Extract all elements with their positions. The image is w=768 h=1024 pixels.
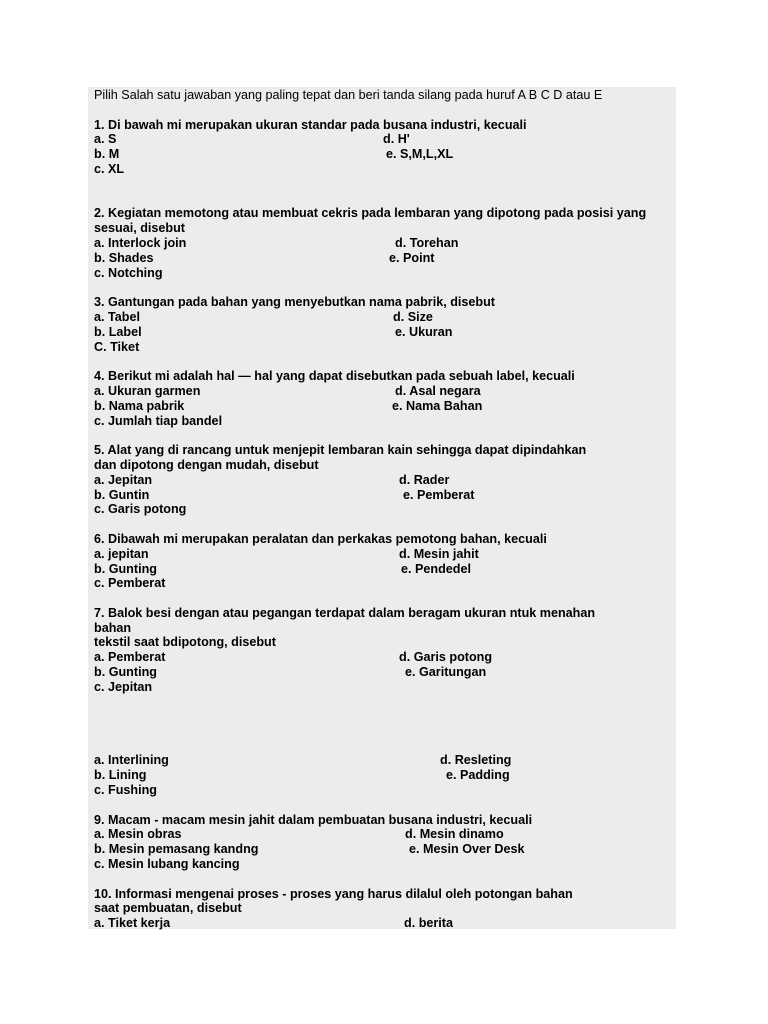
question-stem: 10. Informasi mengenai proses - proses yang harus dilalul oleh potongan bahan saat pembuatan, disebut — [94, 886, 573, 916]
option-e: e. Pendedel — [401, 561, 471, 576]
option-b: b. M — [94, 147, 120, 162]
option-d: d. Garis potong — [399, 650, 493, 665]
option-b: b. Gunting — [94, 665, 157, 680]
option-a: a. Interlining — [94, 753, 169, 768]
option-a: a. S — [94, 132, 117, 147]
option-d: d. Mesin jahit — [399, 546, 479, 561]
question-stem: 2. Kegiatan memotong atau membuat cekris pada lembaran yang dipotong pada posisi yang sesuai, disebut — [94, 206, 647, 236]
option-c: c. Pemberat — [94, 576, 166, 591]
option-b: b. Label — [94, 324, 142, 339]
option-b: b. Shades — [94, 250, 154, 265]
option-e: e. Point — [389, 250, 435, 265]
option-e: e. Pemberat — [403, 487, 475, 502]
option-c: c. Fushing — [94, 783, 157, 798]
option-c: c. XL — [94, 161, 125, 176]
option-d: d. Mesin dinamo — [405, 827, 504, 842]
option-e: e. Nama Bahan — [392, 398, 483, 413]
option-b: b. Guntin — [94, 487, 150, 502]
option-a: a. Tiket kerja — [94, 916, 171, 931]
question-stem: 5. Alat yang di rancang untuk menjepit lembaran kain sehingga dapat dipindahkan dan dipotong dengan mudah, disebut — [94, 443, 587, 472]
option-b: b. Gunting — [94, 561, 157, 576]
option-c: c. Garis potong — [94, 502, 187, 517]
question-7 — [94, 606, 674, 695]
document-content — [94, 88, 674, 946]
question-1 — [94, 118, 674, 177]
option-b: b. Lining — [94, 768, 147, 783]
question-stem: 1. Di bawah mi merupakan ukuran standar pada busana industri, kecuali — [94, 117, 527, 132]
option-a: a. Ukuran garmen — [94, 383, 201, 398]
option-d: d. H' — [383, 132, 410, 147]
option-c: c. Jumlah tiap bandel — [94, 413, 223, 428]
question-stem: 3. Gantungan pada bahan yang menyebutkan nama pabrik, disebut — [94, 295, 495, 310]
option-e: e. S,M,L,XL — [386, 147, 454, 162]
option-a: a. Mesin obras — [94, 827, 182, 842]
question-stem: 4. Berikut mi adalah hal — hal yang dapat disebutkan pada sebuah label, kecuali — [94, 369, 575, 384]
option-b: b. Nama pabrik — [94, 398, 185, 413]
question-8 — [94, 753, 674, 797]
option-e: e. Garitungan — [405, 665, 487, 680]
question-4 — [94, 369, 674, 428]
option-c: C. Tiket — [94, 339, 140, 354]
option-c: c. Notching — [94, 265, 163, 280]
option-c: c. Mesin lubang kancing — [94, 857, 240, 872]
option-e: e. Padding — [446, 768, 510, 783]
option-d: d. Asal negara — [395, 383, 481, 398]
option-e: e. Ukuran — [395, 324, 453, 339]
question-stem: 7. Balok besi dengan atau pegangan terdapat dalam beragam ukuran ntuk menahan bahan tekstil saat bdipotong, disebut — [94, 605, 596, 650]
instructions: Pilih Salah satu jawaban yang paling tepat dan beri tanda silang pada huruf A B C D atau E — [94, 88, 603, 102]
question-5 — [94, 443, 674, 517]
option-d: d. Rader — [399, 472, 450, 487]
option-d: d. Resleting — [440, 753, 512, 768]
question-2 — [94, 206, 674, 280]
option-d: d. berita — [404, 916, 453, 931]
option-e: e. Mesin Over Desk — [409, 842, 525, 857]
option-a: a. Pemberat — [94, 650, 166, 665]
option-c: c. Jepitan — [94, 679, 153, 694]
option-d: d. Size — [393, 309, 433, 324]
question-6 — [94, 532, 674, 591]
question-stem: 6. Dibawah mi merupakan peralatan dan perkakas pemotong bahan, kecuali — [94, 531, 547, 546]
question-3 — [94, 295, 674, 354]
option-a: a. Tabel — [94, 309, 140, 324]
question-9 — [94, 813, 674, 872]
option-a: a. Interlock join — [94, 235, 187, 250]
option-a: a. jepitan — [94, 546, 149, 561]
option-b: b. Mesin pemasang kandng — [94, 842, 259, 857]
option-a: a. Jepitan — [94, 472, 153, 487]
question-10 — [94, 887, 674, 931]
option-d: d. Torehan — [395, 235, 459, 250]
question-stem: 9. Macam - macam mesin jahit dalam pembuatan busana industri, kecuali — [94, 812, 533, 827]
